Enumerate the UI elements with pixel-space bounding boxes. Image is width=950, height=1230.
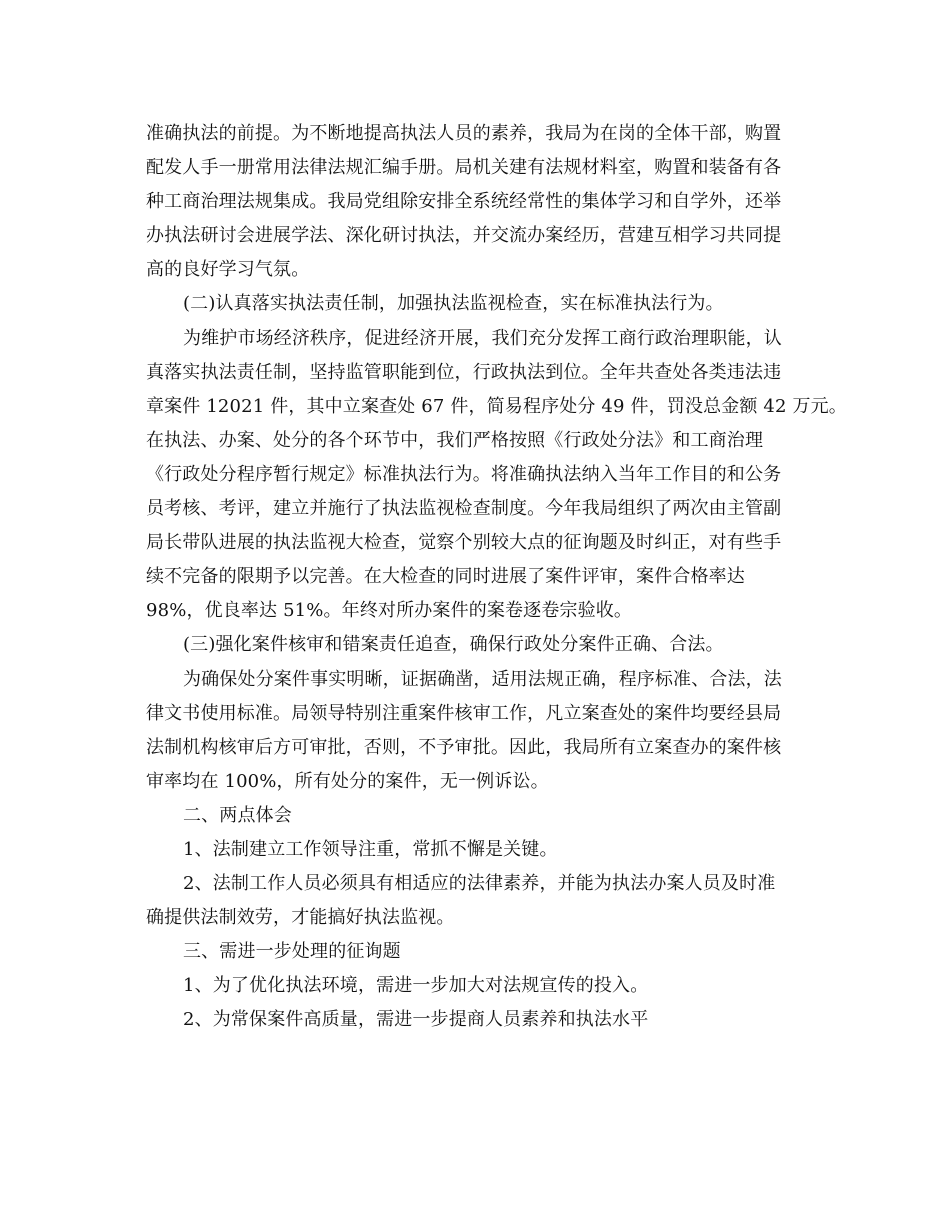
text-line: 为维护市场经济秩序，促进经济开展，我们充分发挥工商行政治理职能，认 — [183, 327, 782, 349]
text-line: 律文书使用标准。局领导特别注重案件核审工作，凡立案查处的案件均要经县局 — [146, 702, 782, 724]
text-line: 确提供法制效劳，才能搞好执法监视。 — [146, 907, 455, 929]
text-line: 局长带队进展的执法监视大检查，觉察个别较大点的征询题及时纠正，对有些手 — [146, 532, 782, 554]
text-line: 办执法研讨会进展学法、深化研讨执法，并交流办案经历，营建互相学习共同提 — [146, 225, 782, 247]
text-line: 在执法、办案、处分的各个环节中，我们严格按照《行政处分法》和工商治理 — [146, 429, 764, 451]
text-line: 章案件 12021 件，其中立案查处 67 件，简易程序处分 49 件，罚没总金额 42 万元。 — [146, 395, 847, 417]
document-body — [146, 117, 847, 1038]
list-item: 2、法制工作人员必须具有相适应的法律素养，并能为执法办案人员及时准 — [183, 873, 776, 895]
text-line: 准确执法的前提。为不断地提高执法人员的素养，我局为在岗的全体干部，购置 — [146, 123, 782, 144]
text-line: 98%，优良率达 51%。年终对所办案件的案卷逐卷宗验收。 — [146, 600, 633, 622]
text-line: 高的良好学习气氛。 — [146, 259, 310, 281]
text-line: 为确保处分案件事实明晰，证据确凿，适用法规正确，程序标准、合法，法 — [183, 668, 782, 690]
section-heading: 三、需进一步处理的征询题 — [183, 941, 401, 963]
section-heading: (二)认真落实执法责任制，加强执法监视检查，实在标准执法行为。 — [183, 293, 724, 315]
text-line: 种工商治理法规集成。我局党组除安排全系统经常性的集体学习和自学外，还举 — [146, 191, 782, 213]
text-line: 配发人手一册常用法律法规汇编手册。局机关建有法规材料室，购置和装备有各 — [146, 157, 782, 179]
list-item: 1、为了优化执法环境，需进一步加大对法规宣传的投入。 — [183, 975, 649, 997]
list-item: 2、为常保案件高质量，需进一步提商人员素养和执法水平 — [183, 1009, 649, 1031]
text-line: 真落实执法责任制，坚持监管职能到位，行政执法到位。全年共查处各类违法违 — [146, 361, 782, 383]
section-heading: (三)强化案件核审和错案责任追查，确保行政处分案件正确、合法。 — [183, 634, 724, 656]
text-line: 审率均在 100%，所有处分的案件，无一例诉讼。 — [146, 770, 549, 792]
text-line: 《行政处分程序暂行规定》标准执法行为。将准确执法纳入当年工作目的和公务 — [146, 463, 782, 485]
section-heading: 二、两点体会 — [183, 804, 292, 826]
text-line: 续不完备的限期予以完善。在大检查的同时进展了案件评审，案件合格率达 — [146, 566, 745, 588]
list-item: 1、法制建立工作领导注重，常抓不懈是关键。 — [183, 838, 558, 860]
text-line: 员考核、考评，建立并施行了执法监视检查制度。今年我局组织了两次由主管副 — [146, 498, 782, 520]
text-line: 法制机构核审后方可审批，否则，不予审批。因此，我局所有立案查办的案件核 — [146, 736, 782, 758]
